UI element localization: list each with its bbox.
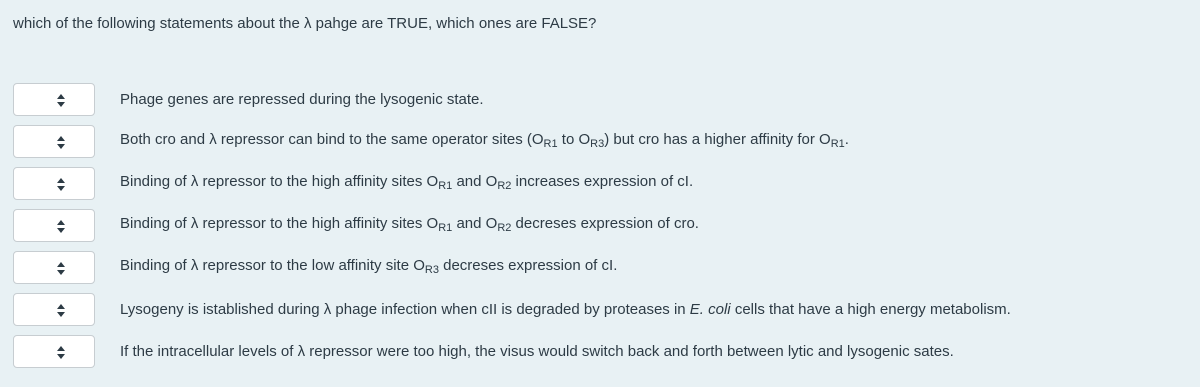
operator-subscript: R1 [438,179,453,192]
true-false-select[interactable] [13,251,95,284]
statement-row [13,166,1193,201]
up-down-arrows-icon [57,304,65,317]
statement-text [120,90,484,110]
true-false-select[interactable] [13,335,95,368]
operator-subscript: R2 [497,179,512,192]
statement-text-part: increases expression of cI. [511,172,694,190]
statement-row [13,250,1193,285]
statement-text [120,214,699,238]
true-false-select[interactable] [13,167,95,200]
statement-list [13,82,1193,376]
operator-subscript: R1 [830,137,845,150]
statement-text-part: decreses expression of cI. [438,256,618,274]
operator-subscript: R2 [497,221,512,234]
statement-text-part: decreses expression of cro. [511,214,699,232]
statement-text [120,256,617,280]
operator-subscript: R3 [424,263,439,276]
statement-text-part: cells that have a high energy metabolism. [730,300,1011,318]
up-down-arrows-icon [57,346,65,359]
operator-subscript: R1 [438,221,453,234]
operator-subscript: R1 [543,137,558,150]
statement-row [13,124,1193,159]
statement-row [13,208,1193,243]
true-false-select[interactable] [13,125,95,158]
statement-text [120,300,1011,320]
question-prompt: which of the following statements about the λ pahge are TRUE, which ones are FALSE? [13,15,597,32]
true-false-select[interactable] [13,209,95,242]
statement-text-part: and O [452,172,498,190]
up-down-arrows-icon [57,178,65,191]
species-name-italic: E. coli [689,300,731,318]
up-down-arrows-icon [57,220,65,233]
statement-text [120,342,954,362]
statement-text-part: If the intracellular levels of λ repressor were too high, the visus would switch back and forth between lytic and lysogenic sates. [120,342,954,360]
statement-text-part: Lysogeny is istablished during λ phage infection when cII is degraded by proteases in [120,300,690,318]
statement-row [13,82,1193,117]
statement-text-part: Binding of λ repressor to the high affinity sites O [120,214,439,232]
statement-text [120,130,849,154]
statement-text-part: Binding of λ repressor to the low affinity site O [120,256,425,274]
operator-subscript: R3 [590,137,605,150]
true-false-select[interactable] [13,83,95,116]
statement-text-part: and O [452,214,498,232]
up-down-arrows-icon [57,136,65,149]
statement-text-part: . [844,130,849,148]
statement-text-part: ) but cro has a higher affinity for O [604,130,831,148]
up-down-arrows-icon [57,94,65,107]
statement-text-part: Binding of λ repressor to the high affinity sites O [120,172,439,190]
statement-text-part: Both cro and λ repressor can bind to the same operator sites (O [120,130,544,148]
statement-row [13,292,1193,327]
true-false-select[interactable] [13,293,95,326]
statement-row [13,334,1193,369]
statement-text-part: to O [557,130,591,148]
statement-text [120,172,693,196]
statement-text-part: Phage genes are repressed during the lysogenic state. [120,90,484,108]
up-down-arrows-icon [57,262,65,275]
